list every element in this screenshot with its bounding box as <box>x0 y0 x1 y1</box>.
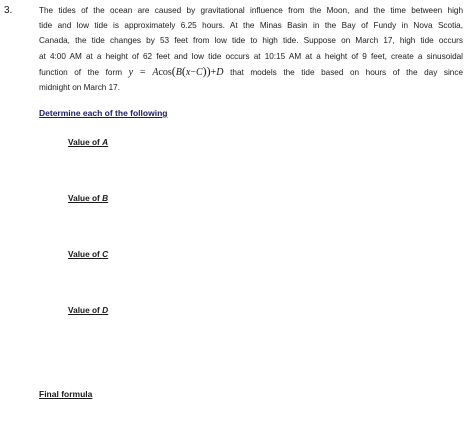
formula-paren: ( <box>181 63 186 78</box>
value-label-prefix: Value of <box>68 193 103 203</box>
formula-paren: ) <box>202 63 207 78</box>
value-of-c-label <box>68 249 108 259</box>
formula-equals: = <box>133 66 153 78</box>
value-label-var: D <box>102 305 109 315</box>
formula-paren: ( <box>171 63 176 78</box>
value-label-prefix: Value of <box>68 137 103 147</box>
formula-y: y <box>128 66 134 78</box>
problem-line: midnight on March 17. <box>39 83 121 93</box>
value-label-var: B <box>102 193 109 203</box>
formula-minus: − <box>190 66 196 78</box>
question-number: 3. <box>4 5 13 16</box>
formula-x: x <box>185 66 191 78</box>
problem-text <box>39 3 463 95</box>
formula-c: C <box>195 66 203 78</box>
problem-line: tide and low tide is approximately 6.25 hours. At the Minas Basin in the Bay of Fundy in Nova Scotia, <box>39 21 463 31</box>
final-formula-label: Final formula <box>39 389 93 399</box>
formula-trail-text: that models the tide based on hours of the day since <box>230 67 464 77</box>
problem-formula-line <box>39 64 463 80</box>
value-label-var: A <box>102 137 109 147</box>
value-label-prefix: Value of <box>68 305 103 315</box>
formula-d: D <box>216 66 224 78</box>
section-heading: Determine each of the following <box>39 108 168 118</box>
value-label-var: C <box>102 249 109 259</box>
problem-line: The tides of the ocean are caused by gravitational influence from the Moon, and the time between high <box>39 6 463 15</box>
formula-a: A <box>152 66 159 78</box>
formula-b: B <box>175 66 182 78</box>
value-label-prefix: Value of <box>68 249 103 259</box>
formula-paren: ) <box>206 63 211 78</box>
value-of-a-label <box>68 137 108 147</box>
value-of-b-label <box>68 193 108 203</box>
formula-plus: + <box>210 66 217 78</box>
value-of-d-label <box>68 305 108 315</box>
formula-cos: cos <box>158 66 172 78</box>
problem-line: at 4:00 AM at a height of 62 feet and low tide occurs at 10:15 AM at a height of 9 feet, create a sinusoidal <box>39 51 463 61</box>
problem-line: Canada, the tide changes by 53 feet from low tide to high tide. Suppose on March 17, high tide occurs <box>39 36 463 46</box>
sinusoidal-formula <box>128 63 224 78</box>
formula-lead-text: function of the form <box>39 67 123 77</box>
